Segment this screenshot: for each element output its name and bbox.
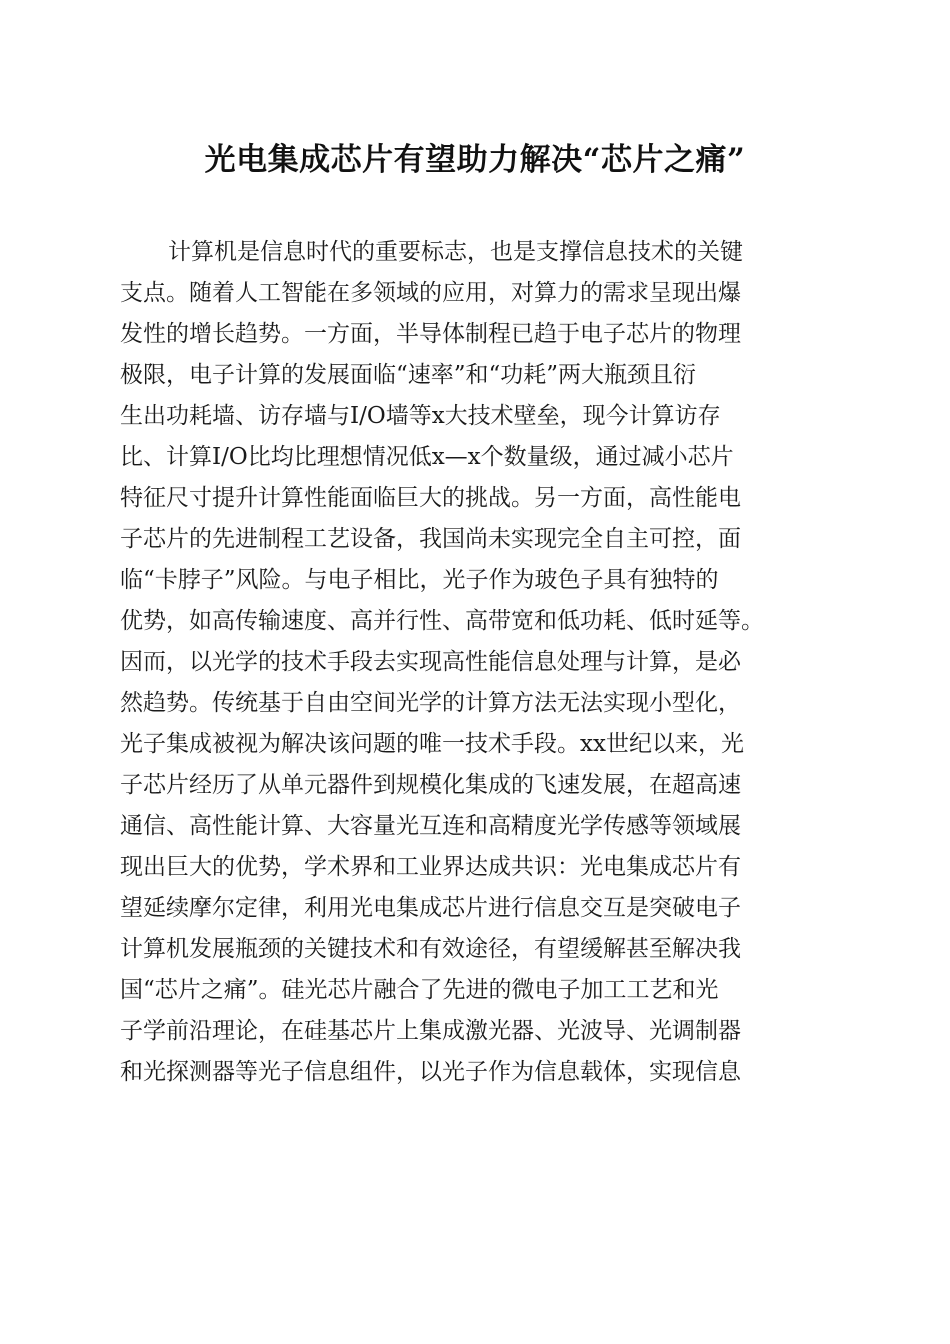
paragraph-line: 子芯片经历了从单元器件到规模化集成的飞速发展，在超高速 bbox=[120, 772, 741, 798]
paragraph-line: 优势，如高传输速度、高并行性、高带宽和低功耗、低时延等。 bbox=[120, 608, 764, 634]
document-title: 光电集成芯片有望助力解决“芯片之痛” bbox=[204, 142, 746, 178]
paragraph-line: 通信、高性能计算、大容量光互连和高精度光学传感等领域展 bbox=[120, 813, 741, 839]
paragraph-line: 子学前沿理论，在硅基芯片上集成激光器、光波导、光调制器 bbox=[120, 1018, 741, 1044]
paragraph-line: 现出巨大的优势，学术界和工业界达成共识：光电集成芯片有 bbox=[120, 854, 741, 880]
paragraph-line: 子芯片的先进制程工艺设备，我国尚未实现完全自主可控，面 bbox=[120, 526, 741, 552]
paragraph-line: 支点。随着人工智能在多领域的应用，对算力的需求呈现出爆 bbox=[120, 280, 741, 306]
paragraph-line: 临“卡脖子”风险。与电子相比，光子作为玻色子具有独特的 bbox=[120, 567, 719, 593]
paragraph-line: 然趋势。传统基于自由空间光学的计算方法无法实现小型化， bbox=[120, 690, 741, 716]
paragraph-line: 光子集成被视为解决该问题的唯一技术手段。xx世纪以来，光 bbox=[120, 731, 744, 757]
paragraph-line: 和光探测器等光子信息组件，以光子作为信息载体，实现信息 bbox=[120, 1059, 741, 1085]
paragraph-line: 因而，以光学的技术手段去实现高性能信息处理与计算，是必 bbox=[120, 649, 741, 675]
paragraph-line: 发性的增长趋势。一方面，半导体制程已趋于电子芯片的物理 bbox=[120, 321, 741, 347]
body-paragraph bbox=[120, 232, 830, 1093]
paragraph-line: 望延续摩尔定律，利用光电集成芯片进行信息交互是突破电子 bbox=[120, 895, 741, 921]
paragraph-line: 比、计算I/O比均比理想情况低x—x个数量级，通过减小芯片 bbox=[120, 444, 734, 470]
paragraph-line: 极限，电子计算的发展面临“速率”和“功耗”两大瓶颈且衍 bbox=[120, 362, 697, 388]
paragraph-line: 计算机发展瓶颈的关键技术和有效途径，有望缓解甚至解决我 bbox=[120, 936, 741, 962]
paragraph-line: 生出功耗墙、访存墙与I/O墙等x大技术壁垒，现今计算访存 bbox=[120, 403, 721, 429]
paragraph-line: 国“芯片之痛”。硅光芯片融合了先进的微电子加工工艺和光 bbox=[120, 977, 719, 1003]
paragraph-line: 特征尺寸提升计算性能面临巨大的挑战。另一方面，高性能电 bbox=[120, 485, 741, 511]
paragraph-line: 计算机是信息时代的重要标志，也是支撑信息技术的关键 bbox=[168, 239, 743, 265]
